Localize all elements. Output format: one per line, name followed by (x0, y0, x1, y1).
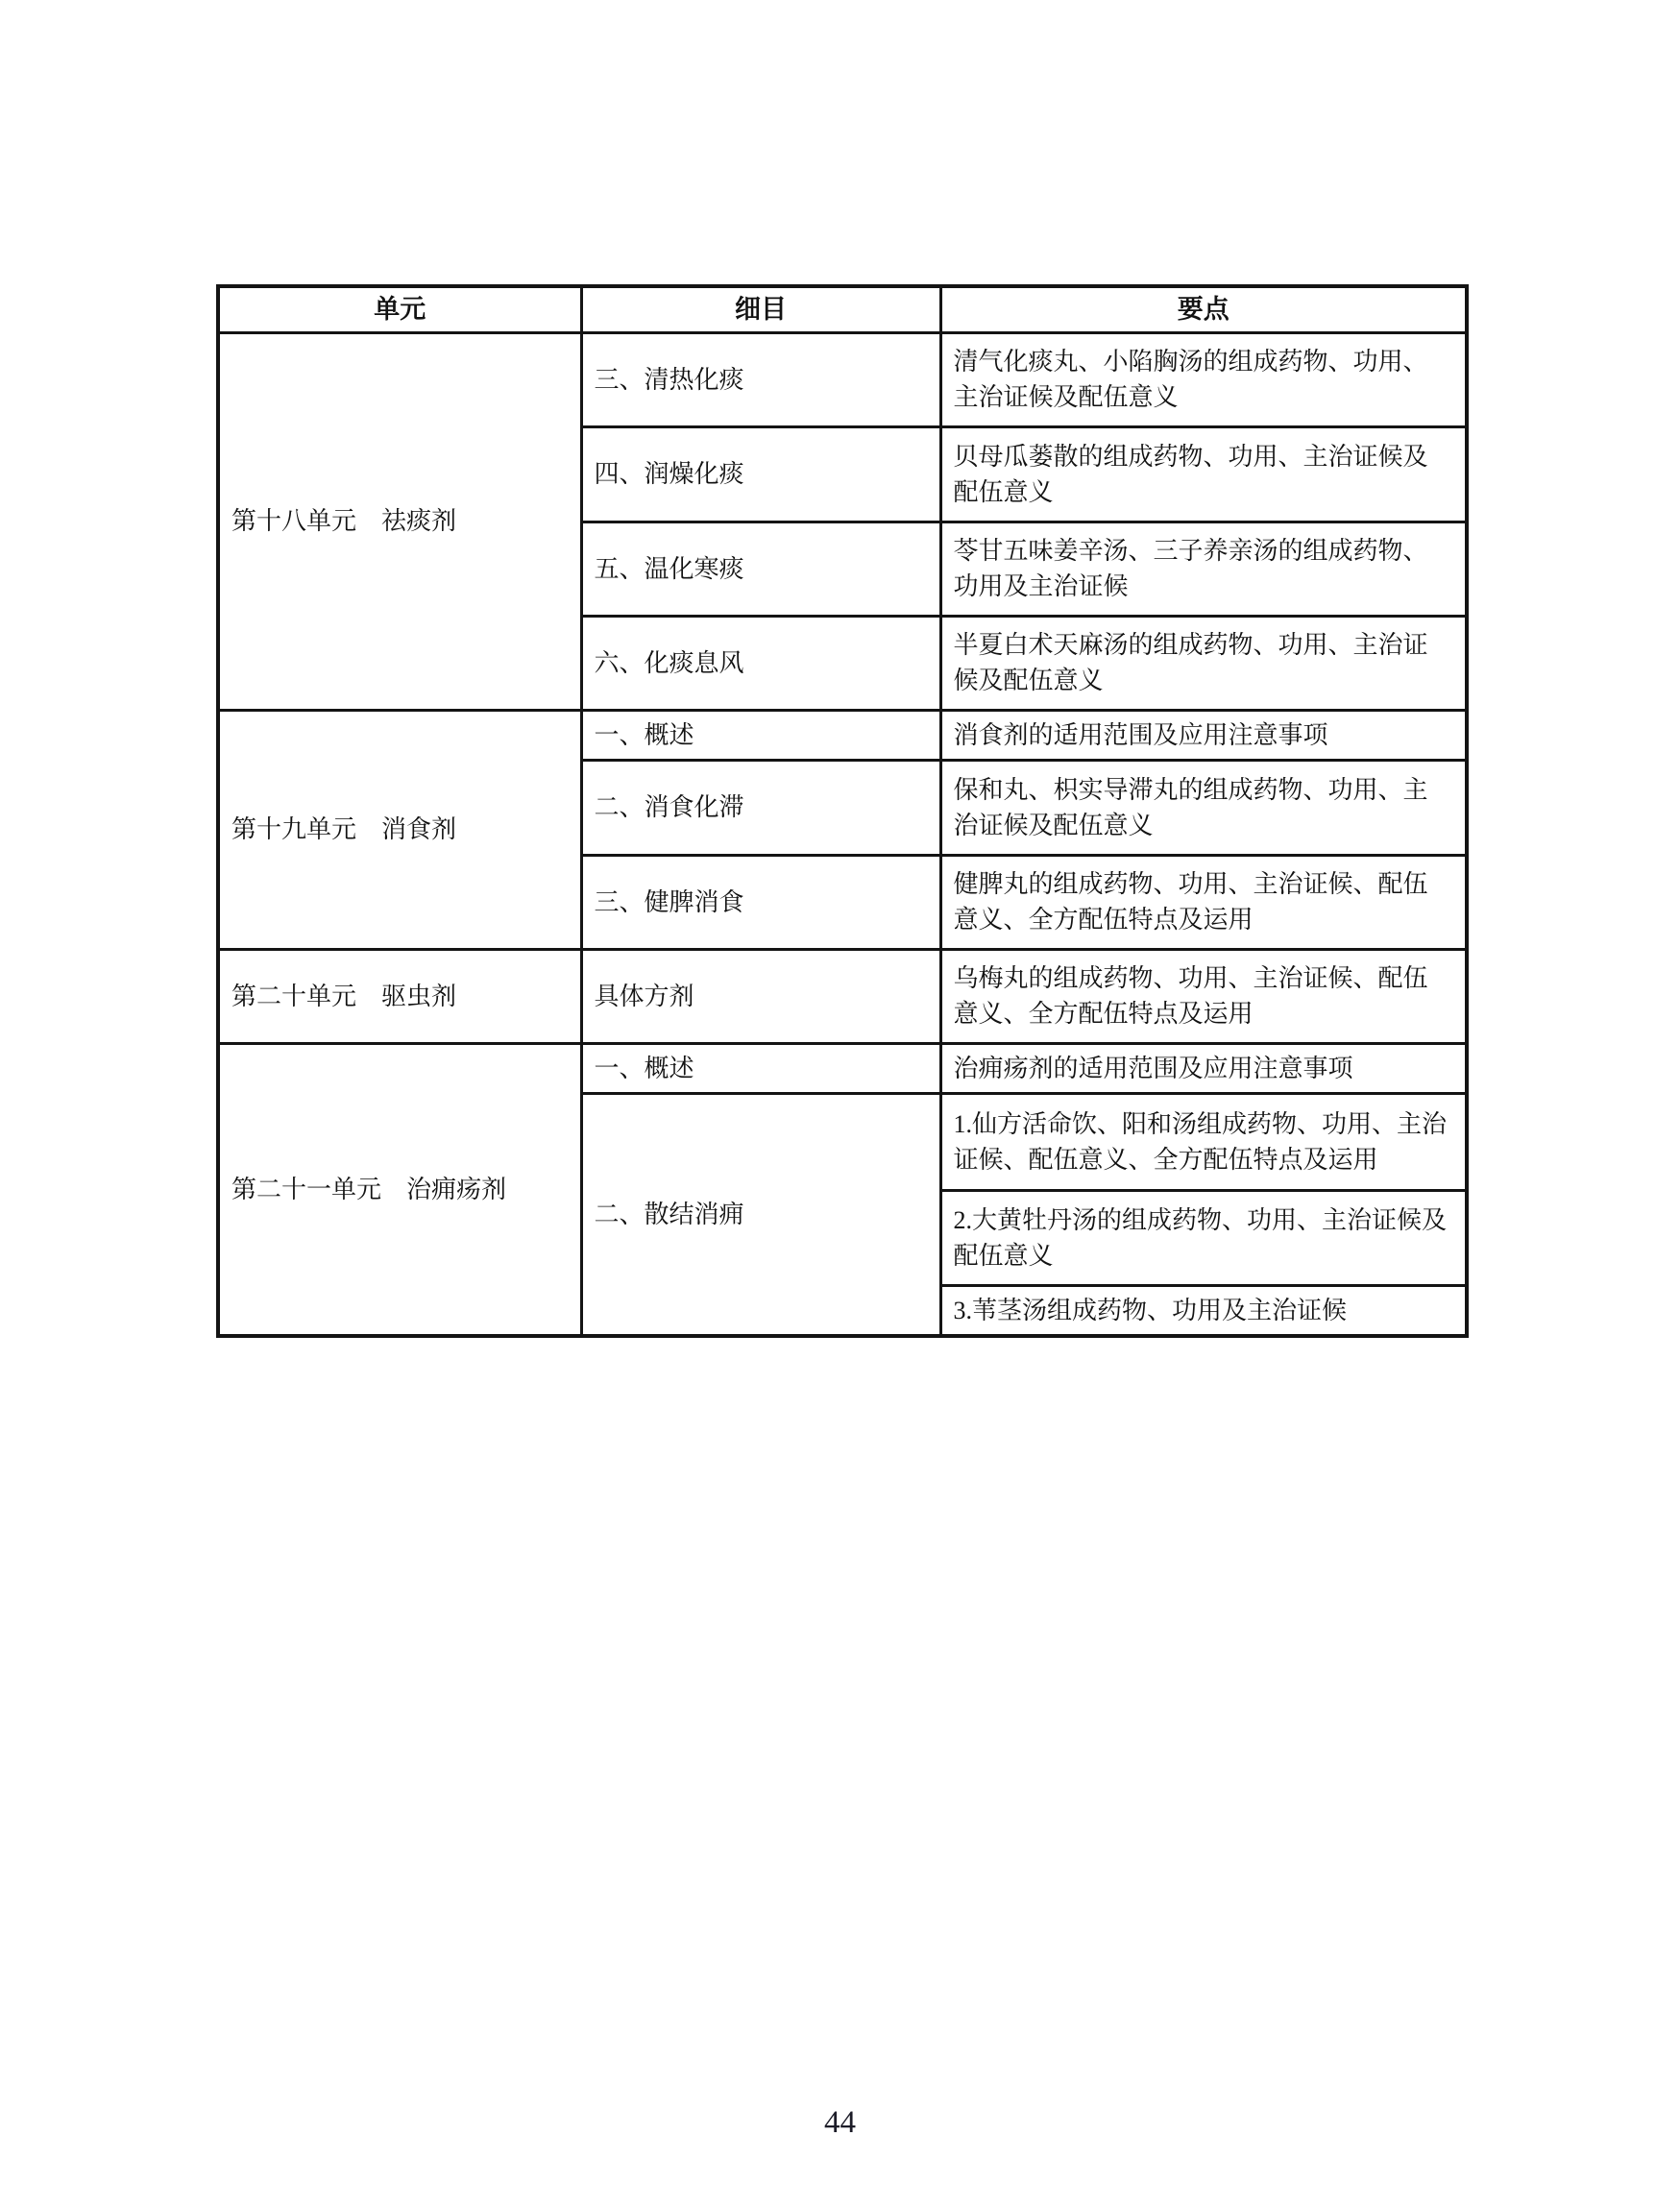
point-cell: 3.苇茎汤组成药物、功用及主治证候 (940, 1285, 1467, 1336)
detail-cell: 一、概述 (581, 710, 940, 760)
point-cell: 保和丸、枳实导滞丸的组成药物、功用、主治证候及配伍意义 (940, 760, 1467, 855)
table-row (218, 332, 1467, 426)
table-row (218, 949, 1467, 1043)
point-cell: 苓甘五味姜辛汤、三子养亲汤的组成药物、功用及主治证候 (940, 522, 1467, 616)
detail-cell: 二、消食化滞 (581, 760, 940, 855)
syllabus-table (216, 284, 1469, 1338)
header-row (218, 286, 1467, 332)
table-row (218, 710, 1467, 760)
column-header-unit: 单元 (218, 286, 581, 332)
detail-cell: 三、清热化痰 (581, 332, 940, 426)
unit-cell: 第十九单元 消食剂 (218, 710, 581, 949)
column-header-detail: 细目 (581, 286, 940, 332)
point-cell: 1.仙方活命饮、阳和汤组成药物、功用、主治证候、配伍意义、全方配伍特点及运用 (940, 1093, 1467, 1190)
page-number: 44 (824, 2105, 856, 2140)
detail-cell: 具体方剂 (581, 949, 940, 1043)
detail-cell: 一、概述 (581, 1043, 940, 1093)
point-cell: 乌梅丸的组成药物、功用、主治证候、配伍意义、全方配伍特点及运用 (940, 949, 1467, 1043)
unit-cell: 第十八单元 祛痰剂 (218, 332, 581, 710)
unit-cell: 第二十一单元 治痈疡剂 (218, 1043, 581, 1336)
point-cell: 半夏白术天麻汤的组成药物、功用、主治证候及配伍意义 (940, 616, 1467, 710)
point-cell: 消食剂的适用范围及应用注意事项 (940, 710, 1467, 760)
table-row (218, 1043, 1467, 1093)
detail-cell: 三、健脾消食 (581, 855, 940, 949)
point-cell: 健脾丸的组成药物、功用、主治证候、配伍意义、全方配伍特点及运用 (940, 855, 1467, 949)
column-header-points: 要点 (940, 286, 1467, 332)
detail-cell: 五、温化寒痰 (581, 522, 940, 616)
detail-cell: 二、散结消痈 (581, 1093, 940, 1336)
unit-cell: 第二十单元 驱虫剂 (218, 949, 581, 1043)
detail-cell: 六、化痰息风 (581, 616, 940, 710)
point-cell: 清气化痰丸、小陷胸汤的组成药物、功用、主治证候及配伍意义 (940, 332, 1467, 426)
detail-cell: 四、润燥化痰 (581, 426, 940, 522)
point-cell: 贝母瓜蒌散的组成药物、功用、主治证候及配伍意义 (940, 426, 1467, 522)
point-cell: 治痈疡剂的适用范围及应用注意事项 (940, 1043, 1467, 1093)
point-cell: 2.大黄牡丹汤的组成药物、功用、主治证候及配伍意义 (940, 1190, 1467, 1285)
